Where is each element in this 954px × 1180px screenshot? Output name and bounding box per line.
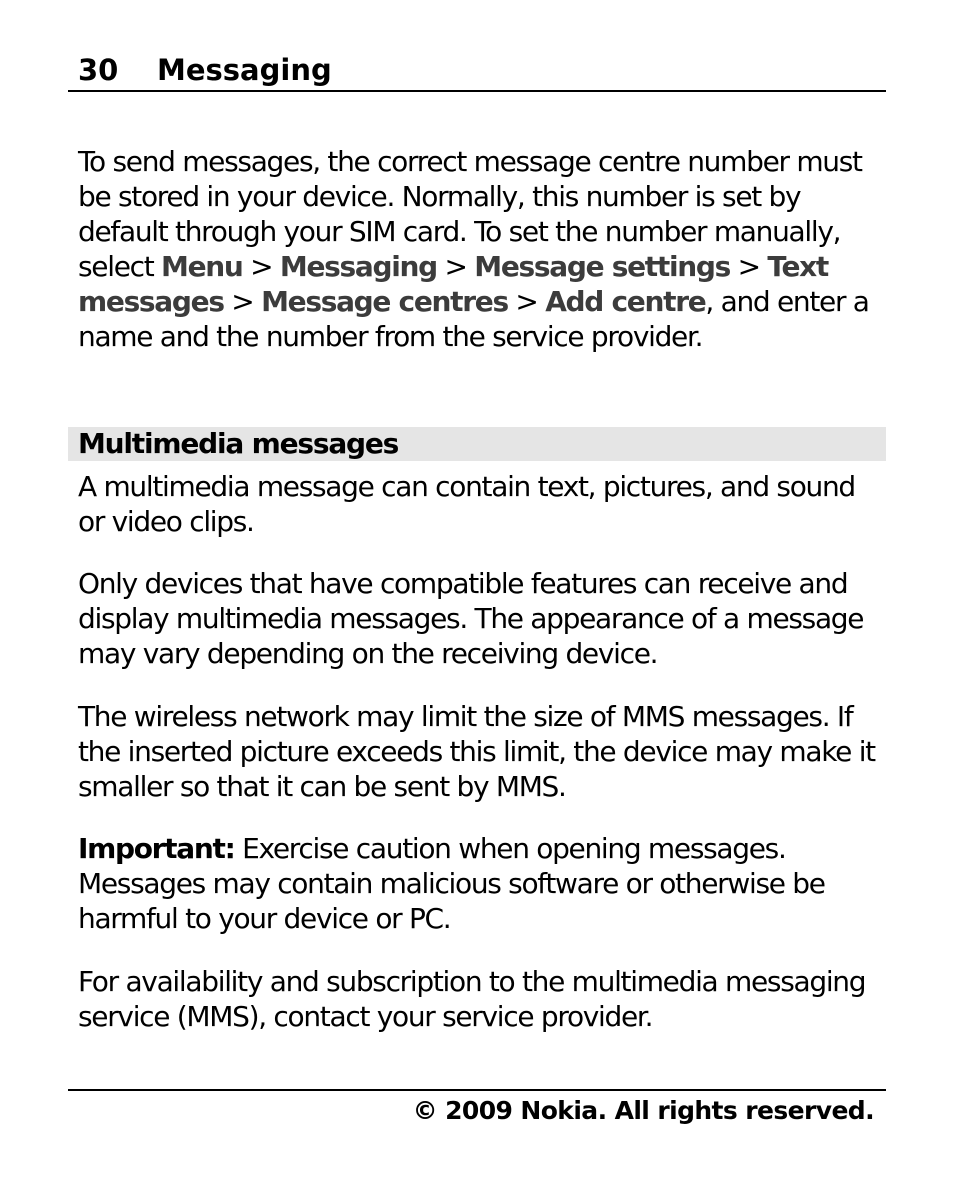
footer-rule bbox=[68, 1089, 886, 1091]
menu-path-messaging: Messaging bbox=[279, 250, 437, 283]
important-label: Important: bbox=[78, 832, 235, 865]
path-separator: > bbox=[223, 285, 262, 318]
menu-path-text-messages: Text messages bbox=[78, 250, 829, 318]
path-separator: > bbox=[507, 285, 546, 318]
multimedia-paragraph-3: The wireless network may limit the size of MMS messages. If the inserted picture exceeds this limit, the device may make it smaller so that it can be sent by MMS. bbox=[78, 700, 875, 803]
path-separator: > bbox=[436, 250, 475, 283]
section-heading: Multimedia messages bbox=[78, 427, 399, 460]
menu-path-add-centre: Add centre bbox=[545, 285, 706, 318]
menu-path-message-settings: Message settings bbox=[474, 250, 731, 283]
intro-text-end: , and enter a name and the number from the service provider. bbox=[78, 285, 869, 353]
menu-path-message-centres: Message centres bbox=[261, 285, 508, 318]
section-heading-bar bbox=[68, 427, 886, 461]
intro-block bbox=[78, 144, 878, 354]
important-text: Exercise caution when opening messages. Messages may contain malicious software or otherwise be harmful to your device or PC. bbox=[78, 832, 825, 935]
menu-path-menu: Menu bbox=[161, 250, 243, 283]
page-header bbox=[68, 48, 886, 92]
copyright-notice: © 2009 Nokia. All rights reserved. bbox=[412, 1096, 874, 1125]
page-number: 30 bbox=[78, 53, 119, 87]
running-section-title: Messaging bbox=[157, 53, 332, 87]
intro-text-start: To send messages, the correct message centre number must be stored in your device. Normally, this number is set by default through your SIM card. To set the number manually, select bbox=[78, 145, 862, 283]
multimedia-paragraph-5: For availability and subscription to the multimedia messaging service (MMS), contact your service provider. bbox=[78, 965, 866, 1033]
important-note bbox=[78, 831, 878, 936]
multimedia-paragraph-1: A multimedia message can contain text, pictures, and sound or video clips. bbox=[78, 470, 855, 538]
path-separator: > bbox=[242, 250, 280, 283]
intro-paragraph bbox=[78, 144, 878, 354]
multimedia-paragraph-2: Only devices that have compatible features can receive and display multimedia messages. The appearance of a message may vary depending on the receiving device. bbox=[78, 567, 864, 670]
path-separator: > bbox=[730, 250, 768, 283]
